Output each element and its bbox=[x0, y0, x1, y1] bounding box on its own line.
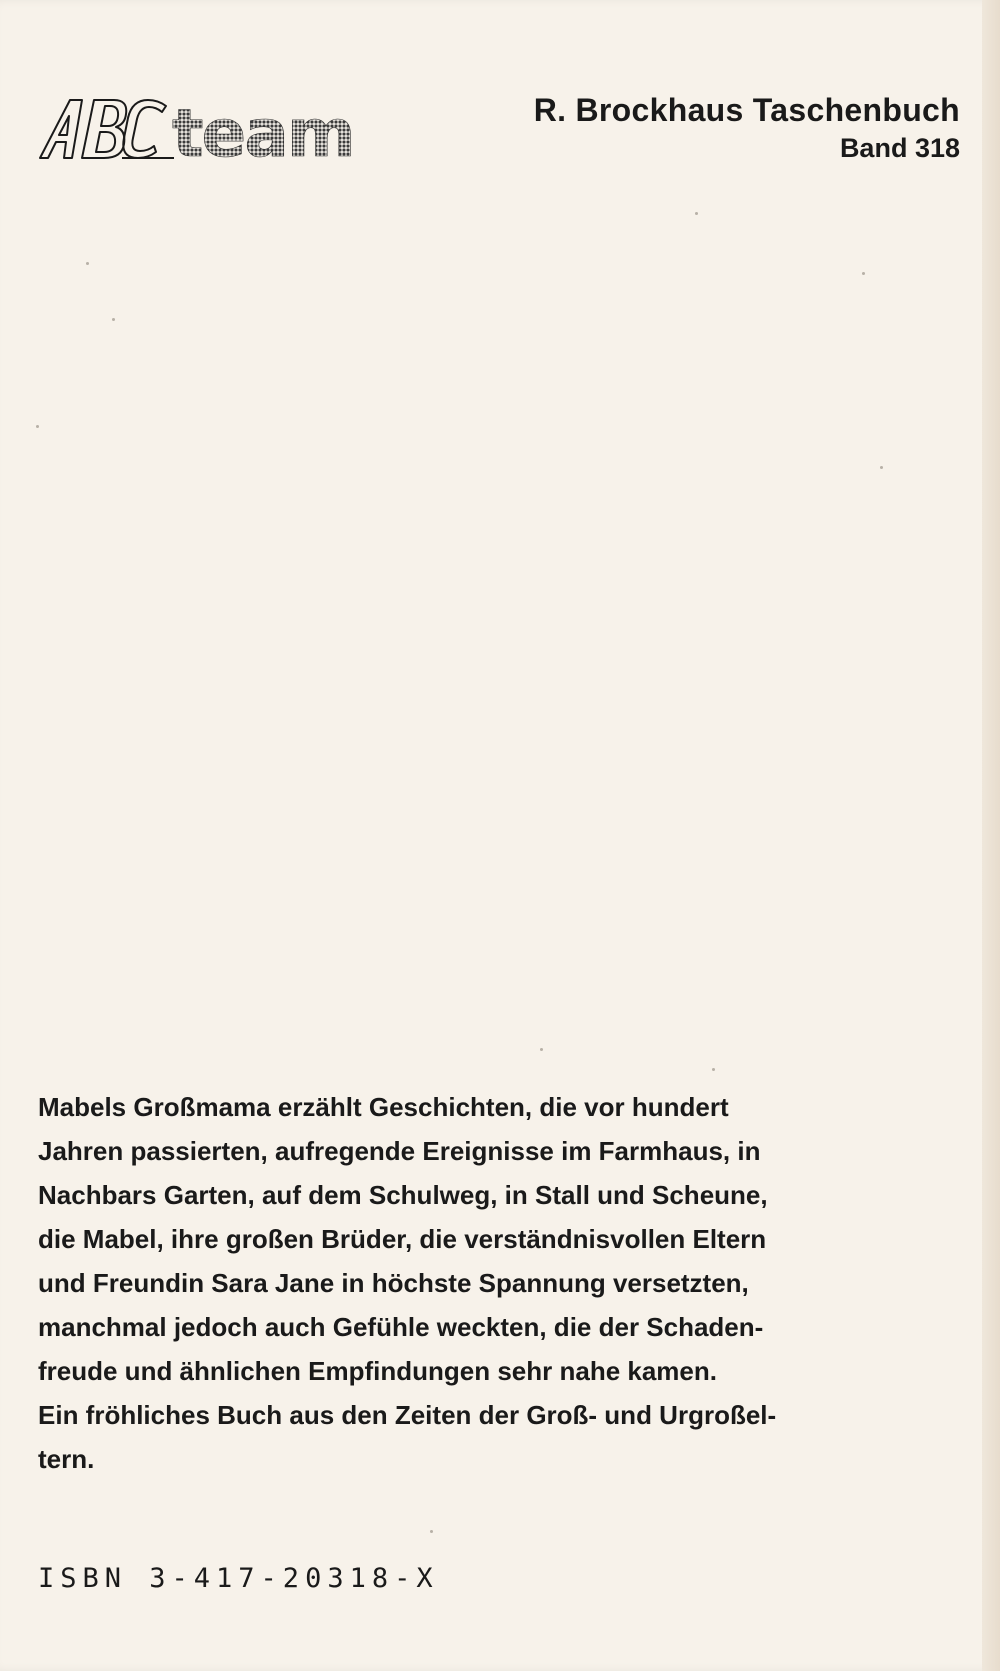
blurb-line: und Freundin Sara Jane in höchste Spannung versetzten, bbox=[38, 1268, 749, 1298]
paper-speck bbox=[36, 425, 39, 428]
isbn-number: ISBN 3-417-20318-X bbox=[38, 1563, 439, 1594]
publisher-block bbox=[534, 92, 960, 164]
blurb-line: Mabels Großmama erzählt Geschichten, die vor hundert bbox=[38, 1092, 729, 1122]
paper-speck bbox=[112, 318, 115, 321]
blurb-line: tern. bbox=[38, 1444, 95, 1474]
blurb-line: Ein fröhliches Buch aus den Zeiten der Groß- und Urgroßel- bbox=[38, 1400, 777, 1430]
paper-speck bbox=[862, 272, 865, 275]
blurb-line: freude und ähnlichen Empfindungen sehr nahe kamen. bbox=[38, 1356, 717, 1386]
blurb-line: die Mabel, ihre großen Brüder, die verständnisvollen Eltern bbox=[38, 1224, 767, 1254]
paper-speck bbox=[712, 1068, 715, 1071]
blurb-line: manchmal jedoch auch Gefühle weckten, die der Schaden- bbox=[38, 1312, 764, 1342]
paper-speck bbox=[540, 1048, 543, 1051]
publisher-name: R. Brockhaus Taschenbuch bbox=[533, 92, 960, 128]
cover-edge bbox=[982, 0, 1000, 1671]
blurb-line: Nachbars Garten, auf dem Schulweg, in Stall und Scheune, bbox=[38, 1180, 768, 1210]
blurb-paragraph bbox=[38, 1085, 963, 1481]
paper-speck bbox=[695, 212, 698, 215]
paper-speck bbox=[880, 466, 883, 469]
series-number: Band 318 bbox=[839, 132, 960, 163]
paper-speck bbox=[430, 1530, 433, 1533]
blurb-line: Jahren passierten, aufregende Ereignisse im Farmhaus, in bbox=[38, 1136, 761, 1166]
abc-team-logo bbox=[38, 88, 378, 168]
abc-team-logo-graphic bbox=[38, 88, 378, 168]
svg-text:team: team bbox=[172, 95, 354, 168]
paper-speck bbox=[86, 262, 89, 265]
